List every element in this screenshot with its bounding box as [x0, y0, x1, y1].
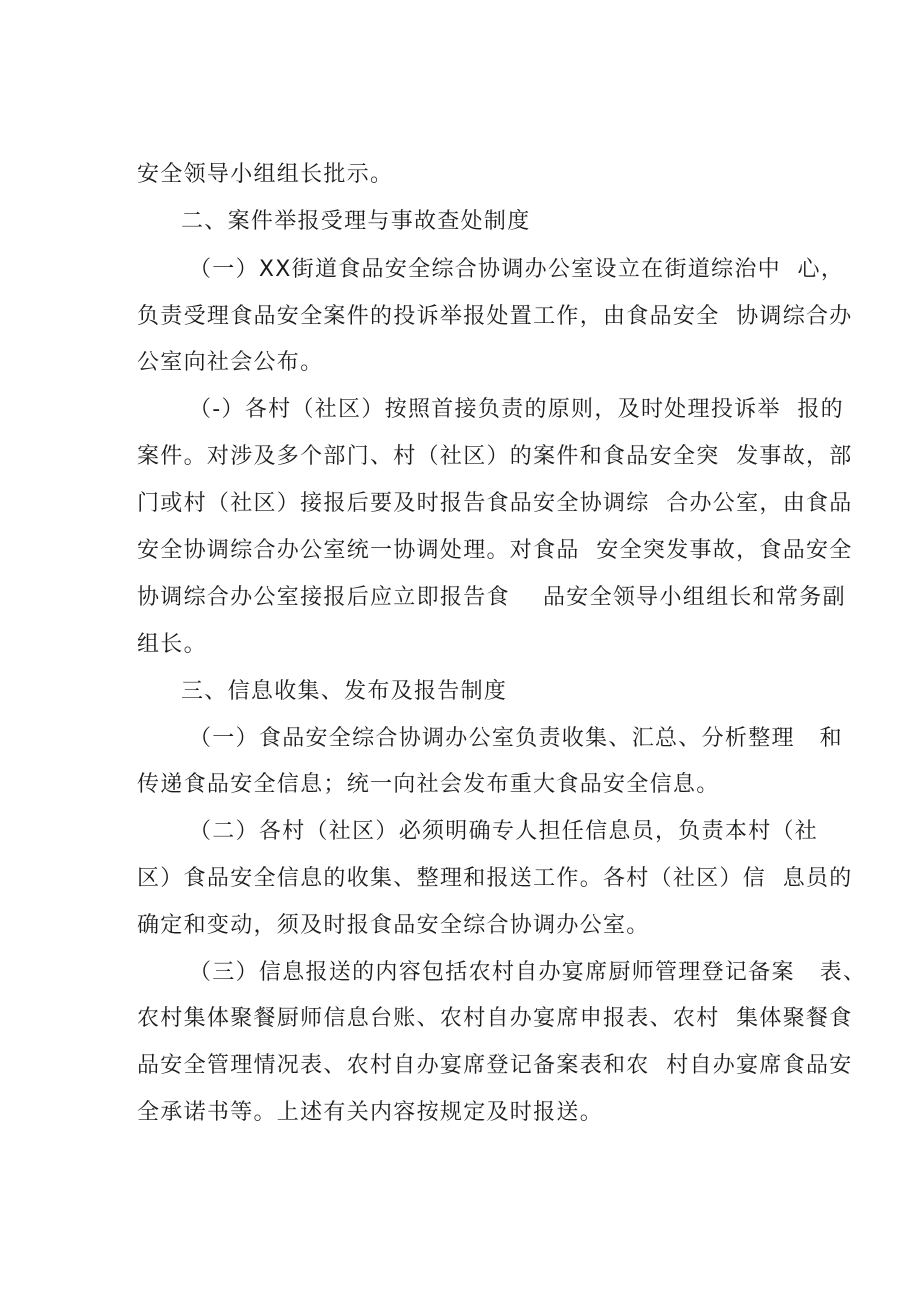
- text-line: 安全协调综合办公室统一协调处理。对食品 安全突发事故，食品安全: [137, 538, 853, 563]
- text-line: 协调综合办公室接报后应立即报告食 品安全领导小组组长和常务副: [137, 585, 846, 610]
- text-line: （一）XX街道食品安全综合协调办公室设立在街道综治中 心，: [189, 257, 845, 282]
- text-line: 品安全管理情况表、农村自办宴席登记备案表和农 村自办宴席食品安: [137, 1053, 853, 1078]
- text-line: （三）信息报送的内容包括农村自办宴席厨师管理登记备案 表、: [189, 960, 867, 985]
- text-line: 农村集体聚餐厨师信息台账、农村自办宴席申报表、农村 集体聚餐食: [137, 1006, 853, 1031]
- text-line: 区）食品安全信息的收集、整理和报送工作。各村（社区）信 息员的: [137, 866, 853, 891]
- text-line: 传递食品安全信息；统一向社会发布重大食品安全信息。: [137, 772, 720, 797]
- text-line: （二）各村（社区）必须明确专人担任信息员，负责本村（社: [189, 819, 819, 844]
- text-line: 确定和变动，须及时报食品安全综合协调办公室。: [137, 913, 650, 938]
- text-line: 公室向社会公布。: [137, 350, 324, 375]
- text-line: 负责受理食品安全案件的投诉举报处置工作，由食品安全 协调综合办: [137, 304, 853, 329]
- text-line: （-）各村（社区）按照首接负责的原则，及时处理投诉举 报的: [189, 397, 844, 422]
- text-line: 组长。: [137, 632, 207, 657]
- text-line: 门或村（社区）接报后要及时报告食品安全协调综 合办公室，由食品: [137, 491, 853, 516]
- section-heading: 二、案件举报受理与事故查处制度: [181, 209, 531, 234]
- text-line: （一）食品安全综合协调办公室负责收集、汇总、分析整理 和: [189, 726, 843, 751]
- text-line: 安全领导小组组长批示。: [137, 162, 394, 187]
- text-line: 案件。对涉及多个部门、村（社区）的案件和食品安全突 发事故，部: [137, 444, 853, 469]
- section-heading: 三、信息收集、发布及报告制度: [181, 679, 508, 704]
- text-line: 全承诺书等。上述有关内容按规定及时报送。: [137, 1100, 604, 1125]
